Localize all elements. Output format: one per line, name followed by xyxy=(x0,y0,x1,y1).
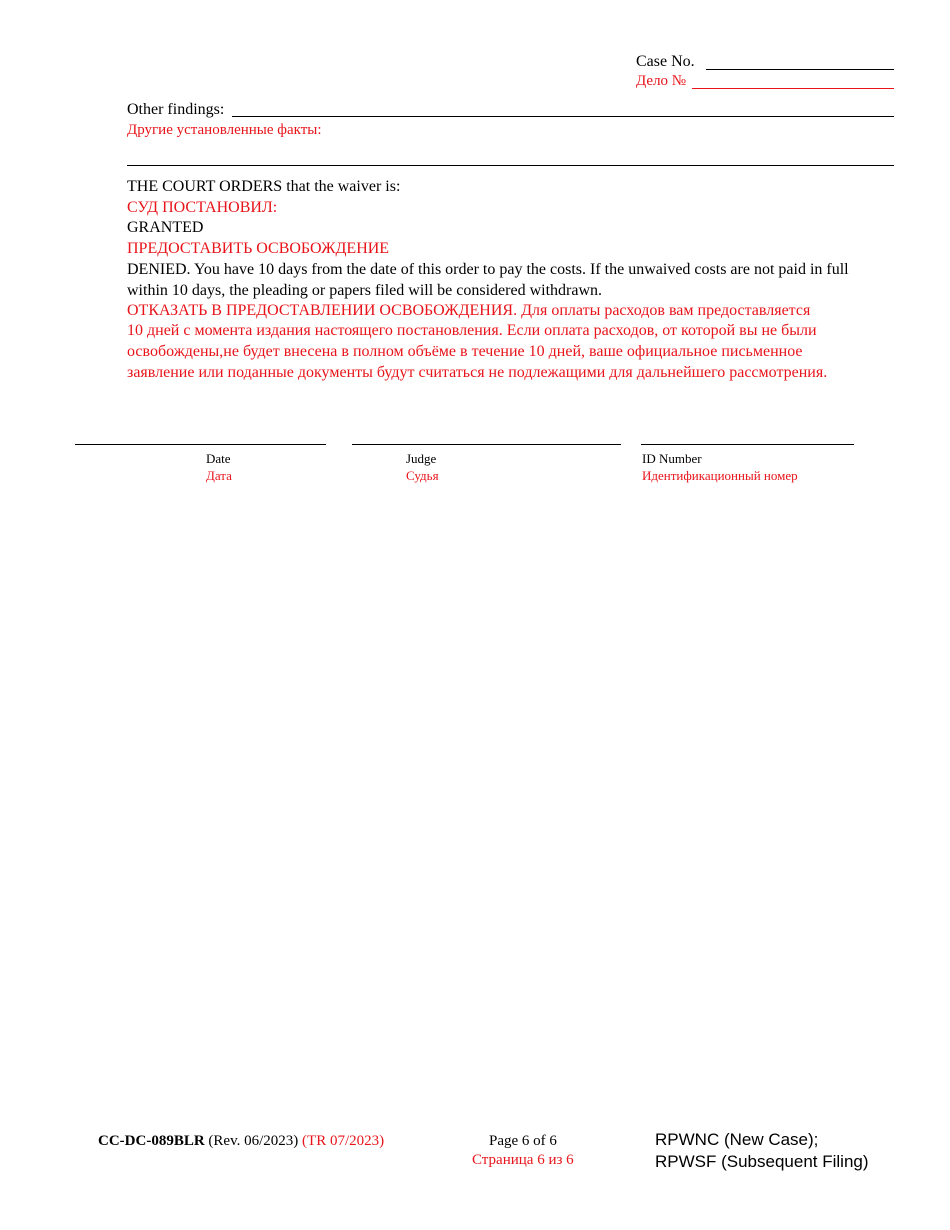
judge-label: Judge xyxy=(406,451,437,466)
other-findings-second-line xyxy=(127,165,894,166)
id-number-label-ru: Идентификационный номер xyxy=(642,468,798,483)
option-denied-ru-line1: ОТКАЗАТЬ В ПРЕДОСТАВЛЕНИИ ОСВОБОЖДЕНИЯ. Для оплаты расходов вам предоставляется xyxy=(127,302,811,319)
judge-signature-line[interactable] xyxy=(352,444,621,445)
filing-code-new-case: RPWNC (New Case); xyxy=(655,1130,819,1149)
option-denied-ru-line3: освобождены,не будет внесена в полном объёме в течение 10 дней, ваше официальное письменное xyxy=(127,343,803,360)
option-granted[interactable]: GRANTED xyxy=(127,219,204,236)
page-number: Page 6 of 6 xyxy=(489,1133,557,1149)
case-no-underline-ru xyxy=(692,88,894,89)
id-number-label: ID Number xyxy=(642,451,702,466)
other-findings-label: Other findings: xyxy=(127,101,225,118)
option-denied-ru-line2: 10 дней с момента издания настоящего постановления. Если оплата расходов, от которой вы не были xyxy=(127,322,817,339)
form-revision: (Rev. 06/2023) xyxy=(204,1133,303,1149)
form-code: CC-DC-089BLR xyxy=(98,1133,205,1149)
option-granted-ru: ПРЕДОСТАВИТЬ ОСВОБОЖДЕНИЕ xyxy=(127,240,390,257)
filing-code-subsequent: RPWSF (Subsequent Filing) xyxy=(655,1152,869,1171)
option-denied-line1[interactable]: DENIED. You have 10 days from the date of this order to pay the costs. If the unwaived costs are not paid in full xyxy=(127,261,849,278)
judge-label-ru: Судья xyxy=(406,468,439,483)
page-number-ru: Страница 6 из 6 xyxy=(472,1152,574,1168)
date-signature-line[interactable] xyxy=(75,444,326,445)
other-findings-field[interactable] xyxy=(232,99,894,117)
date-label-ru: Дата xyxy=(206,468,232,483)
other-findings-underline xyxy=(232,116,894,117)
other-findings-label-ru: Другие установленные факты: xyxy=(127,122,322,138)
court-orders-intro: THE COURT ORDERS that the waiver is: xyxy=(127,178,401,195)
date-label: Date xyxy=(206,451,231,466)
form-translation-revision: (TR 07/2023) xyxy=(302,1133,385,1149)
case-no-label-ru: Дело № xyxy=(636,73,687,89)
form-identifier xyxy=(98,1131,384,1151)
case-no-label: Case No. xyxy=(636,53,695,70)
option-denied-ru-line4: заявление или поданные документы будут считаться не подлежащими для дальнейшего рассмотрения. xyxy=(127,364,828,381)
option-denied-line2: within 10 days, the pleading or papers filed will be considered withdrawn. xyxy=(127,282,602,299)
case-no-underline xyxy=(706,69,894,70)
id-number-signature-line[interactable] xyxy=(641,444,854,445)
case-no-field[interactable] xyxy=(706,51,894,69)
court-orders-intro-ru: СУД ПОСТАНОВИЛ: xyxy=(127,199,278,216)
